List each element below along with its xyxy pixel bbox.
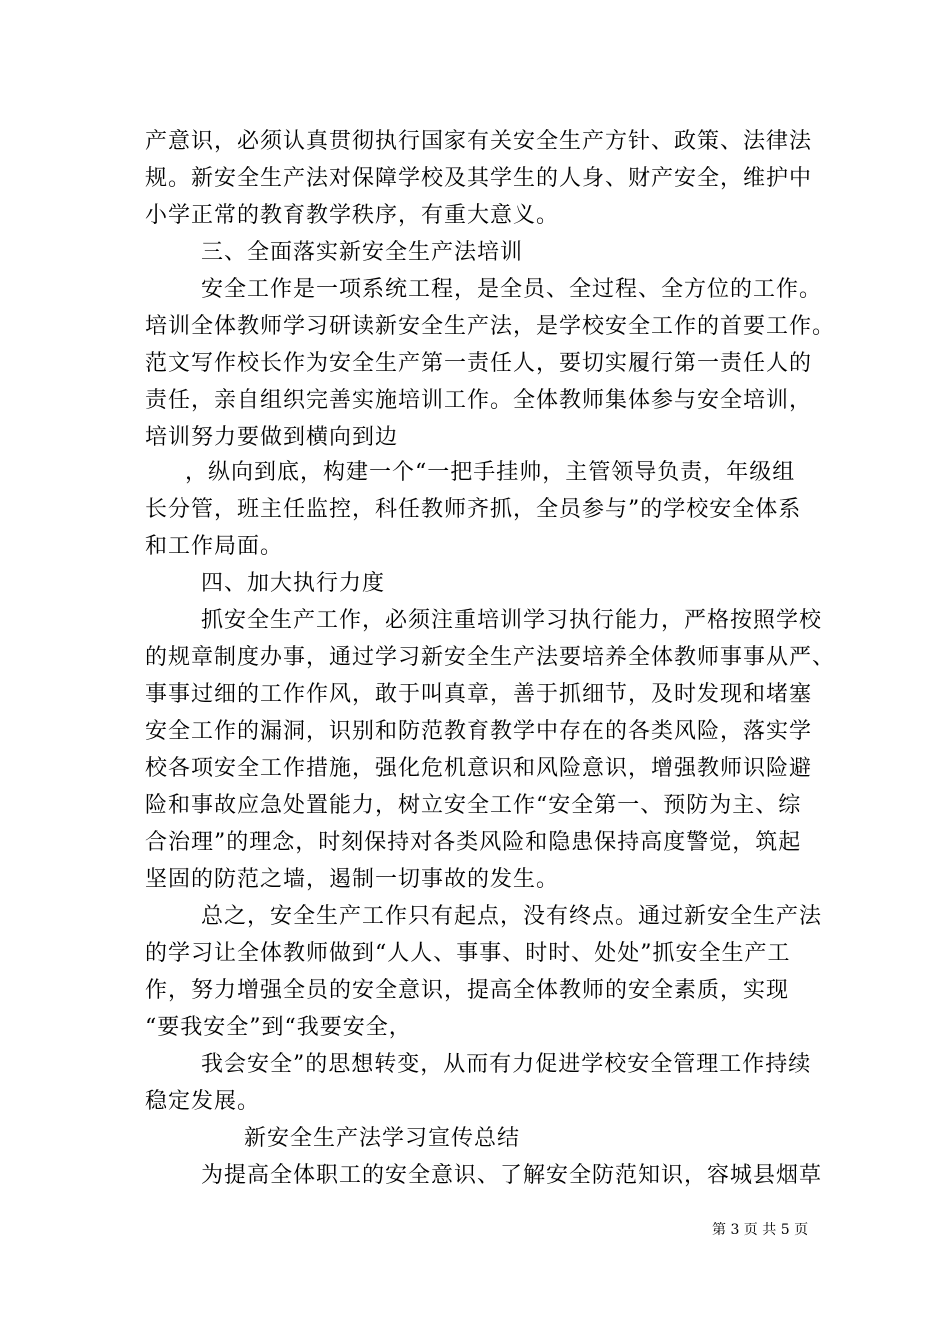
- body-text-line: 作，努力增强全员的安全意识，提高全体教师的安全素质，实现: [145, 978, 790, 1003]
- section-heading: 三、全面落实新安全生产法培训: [201, 240, 524, 265]
- body-text-line: 为提高全体职工的安全意识、了解安全防范知识，容城县烟草: [201, 1163, 823, 1188]
- document-title: 新安全生产法学习宣传总结: [244, 1126, 521, 1151]
- body-text-line: 坚固的防范之墙，遏制一切事故的发生。: [145, 867, 560, 892]
- body-text-line: 产意识，必须认真贯彻执行国家有关安全生产方针、政策、法律法: [145, 129, 813, 154]
- body-text-line: 责任，亲自组织完善实施培训工作。全体教师集体参与安全培训，: [145, 388, 813, 413]
- body-text-line: 和工作局面。: [145, 534, 284, 559]
- body-text-line: 培训全体教师学习研读新安全生产法，是学校安全工作的首要工作。: [145, 314, 836, 339]
- body-text-line: 险和事故应急处置能力，树立安全工作“安全第一、预防为主、综: [145, 793, 802, 818]
- body-text-line: “要我安全”到“我要安全，: [145, 1015, 412, 1040]
- body-text-line: ，纵向到底，构建一个“一把手挂帅，主管领导负责，年级组: [185, 460, 796, 485]
- body-text-line: 小学正常的教育教学秩序，有重大意义。: [145, 203, 560, 228]
- body-text-line: 安全工作是一项系统工程，是全员、全过程、全方位的工作。: [201, 277, 823, 302]
- body-text-line: 校各项安全工作措施，强化危机意识和风险意识，增强教师识险避: [145, 756, 813, 781]
- body-text-line: 规。新安全生产法对保障学校及其学生的人身、财产安全，维护中: [145, 166, 813, 191]
- body-text-line: 安全工作的漏洞，识别和防范教育教学中存在的各类风险，落实学: [145, 719, 813, 744]
- section-heading: 四、加大执行力度: [201, 571, 386, 596]
- body-text-line: 稳定发展。: [145, 1089, 261, 1114]
- body-text-line: 抓安全生产工作，必须注重培训学习执行能力，严格按照学校: [201, 608, 823, 633]
- body-text-line: 事事过细的工作作风，敢于叫真章，善于抓细节，及时发现和堵塞: [145, 682, 813, 707]
- body-text-line: 我会安全”的思想转变，从而有力促进学校安全管理工作持续: [201, 1052, 812, 1077]
- body-text-line: 长分管，班主任监控，科任教师齐抓，全员参与”的学校安全体系: [145, 497, 802, 522]
- body-text-line: 的学习让全体教师做到“人人、事事、时时、处处”抓安全生产工: [145, 941, 791, 966]
- body-text-line: 的规章制度办事，通过学习新安全生产法要培养全体教师事事从严、: [145, 645, 836, 670]
- body-text-line: 培训努力要做到横向到边: [145, 425, 399, 450]
- body-text-line: 合治理”的理念，时刻保持对各类风险和隐患保持高度警觉，筑起: [145, 830, 802, 855]
- page-number: 第 3 页 共 5 页: [712, 1222, 809, 1238]
- body-text-line: 范文写作校长作为安全生产第一责任人，要切实履行第一责任人的: [145, 351, 813, 376]
- body-text-line: 总之，安全生产工作只有起点，没有终点。通过新安全生产法: [201, 904, 823, 929]
